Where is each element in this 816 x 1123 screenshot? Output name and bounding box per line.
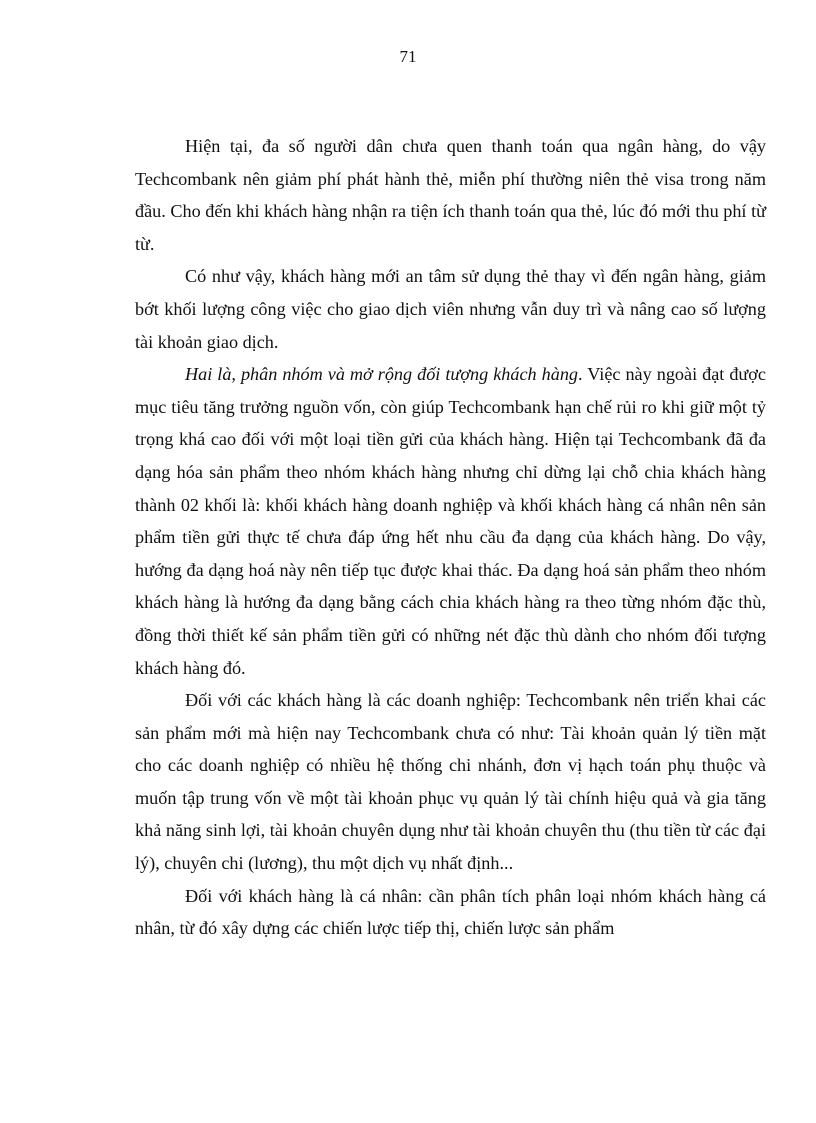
paragraph-individual-customers: Đối với khách hàng là cá nhân: cần phân tích phân loại nhóm khách hàng cá nhân, từ đó xây dựng các chiến lược tiếp thị, chiến lược sản phẩm xyxy=(135,885,766,939)
paragraph-corporate-customers: Đối với các khách hàng là các doanh nghiệp: Techcombank nên triển khai các sản phẩm mới mà hiện nay Techcombank chưa có như: Tài khoản quản lý tiền mặt cho các doanh nghiệp có nhiều hệ thống chi nhánh, đơn vị hạch toán phụ thuộc và muốn tập trung vốn về một tài khoản phục vụ quản lý tài chính hiệu quả và gia tăng khả năng sinh lợi, tài khoản chuyên dụng như tài khoản chuyên thu (thu tiền từ các đại lý), chuyên chi (lương), thu một dịch vụ nhất định... xyxy=(135,690,766,874)
paragraph-card-usage-benefit: Có như vậy, khách hàng mới an tâm sử dụng thẻ thay vì đến ngân hàng, giảm bớt khối lượng công việc cho giao dịch viên nhưng vẫn duy trì và nâng cao số lượng tài khoản giao dịch. xyxy=(135,266,766,352)
page-number: 71 xyxy=(399,47,417,66)
document-body xyxy=(135,130,766,945)
paragraph-card-fee-policy: Hiện tại, đa số người dân chưa quen thanh toán qua ngân hàng, do vậy Techcombank nên giảm phí phát hành thẻ, miễn phí thường niên thẻ visa trong năm đầu. Cho đến khi khách hàng nhận ra tiện ích thanh toán qua thẻ, lúc đó mới thu phí từ từ. xyxy=(135,136,766,254)
paragraph-customer-segmentation-text: . Việc này ngoài đạt được mục tiêu tăng trưởng nguồn vốn, còn giúp Techcombank hạn chế rủi ro khi giữ một tỷ trọng khá cao đối với một loại tiền gửi của khách hàng. Hiện tại Techcombank đã đa dạng hóa sản phẩm theo nhóm khách hàng nhưng chỉ dừng lại chỗ chia khách hàng thành 02 khối là: khối khách hàng doanh nghiệp và khối khách hàng cá nhân nên sản phẩm tiền gửi thực tế chưa đáp ứng hết nhu cầu đa dạng của khách hàng. Do vậy, hướng đa dạng hoá này nên tiếp tục được khai thác. Đa dạng hoá sản phẩm theo nhóm khách hàng là hướng đa dạng bằng cách chia khách hàng ra theo từng nhóm đặc thù, đồng thời thiết kế sản phẩm tiền gửi có những nét đặc thù dành cho nhóm đối tượng khách hàng đó. xyxy=(135,364,766,678)
paragraph-customer-segmentation xyxy=(135,358,766,684)
italic-heading-customer-segmentation: Hai là, phân nhóm và mở rộng đối tượng khách hàng xyxy=(185,364,579,385)
